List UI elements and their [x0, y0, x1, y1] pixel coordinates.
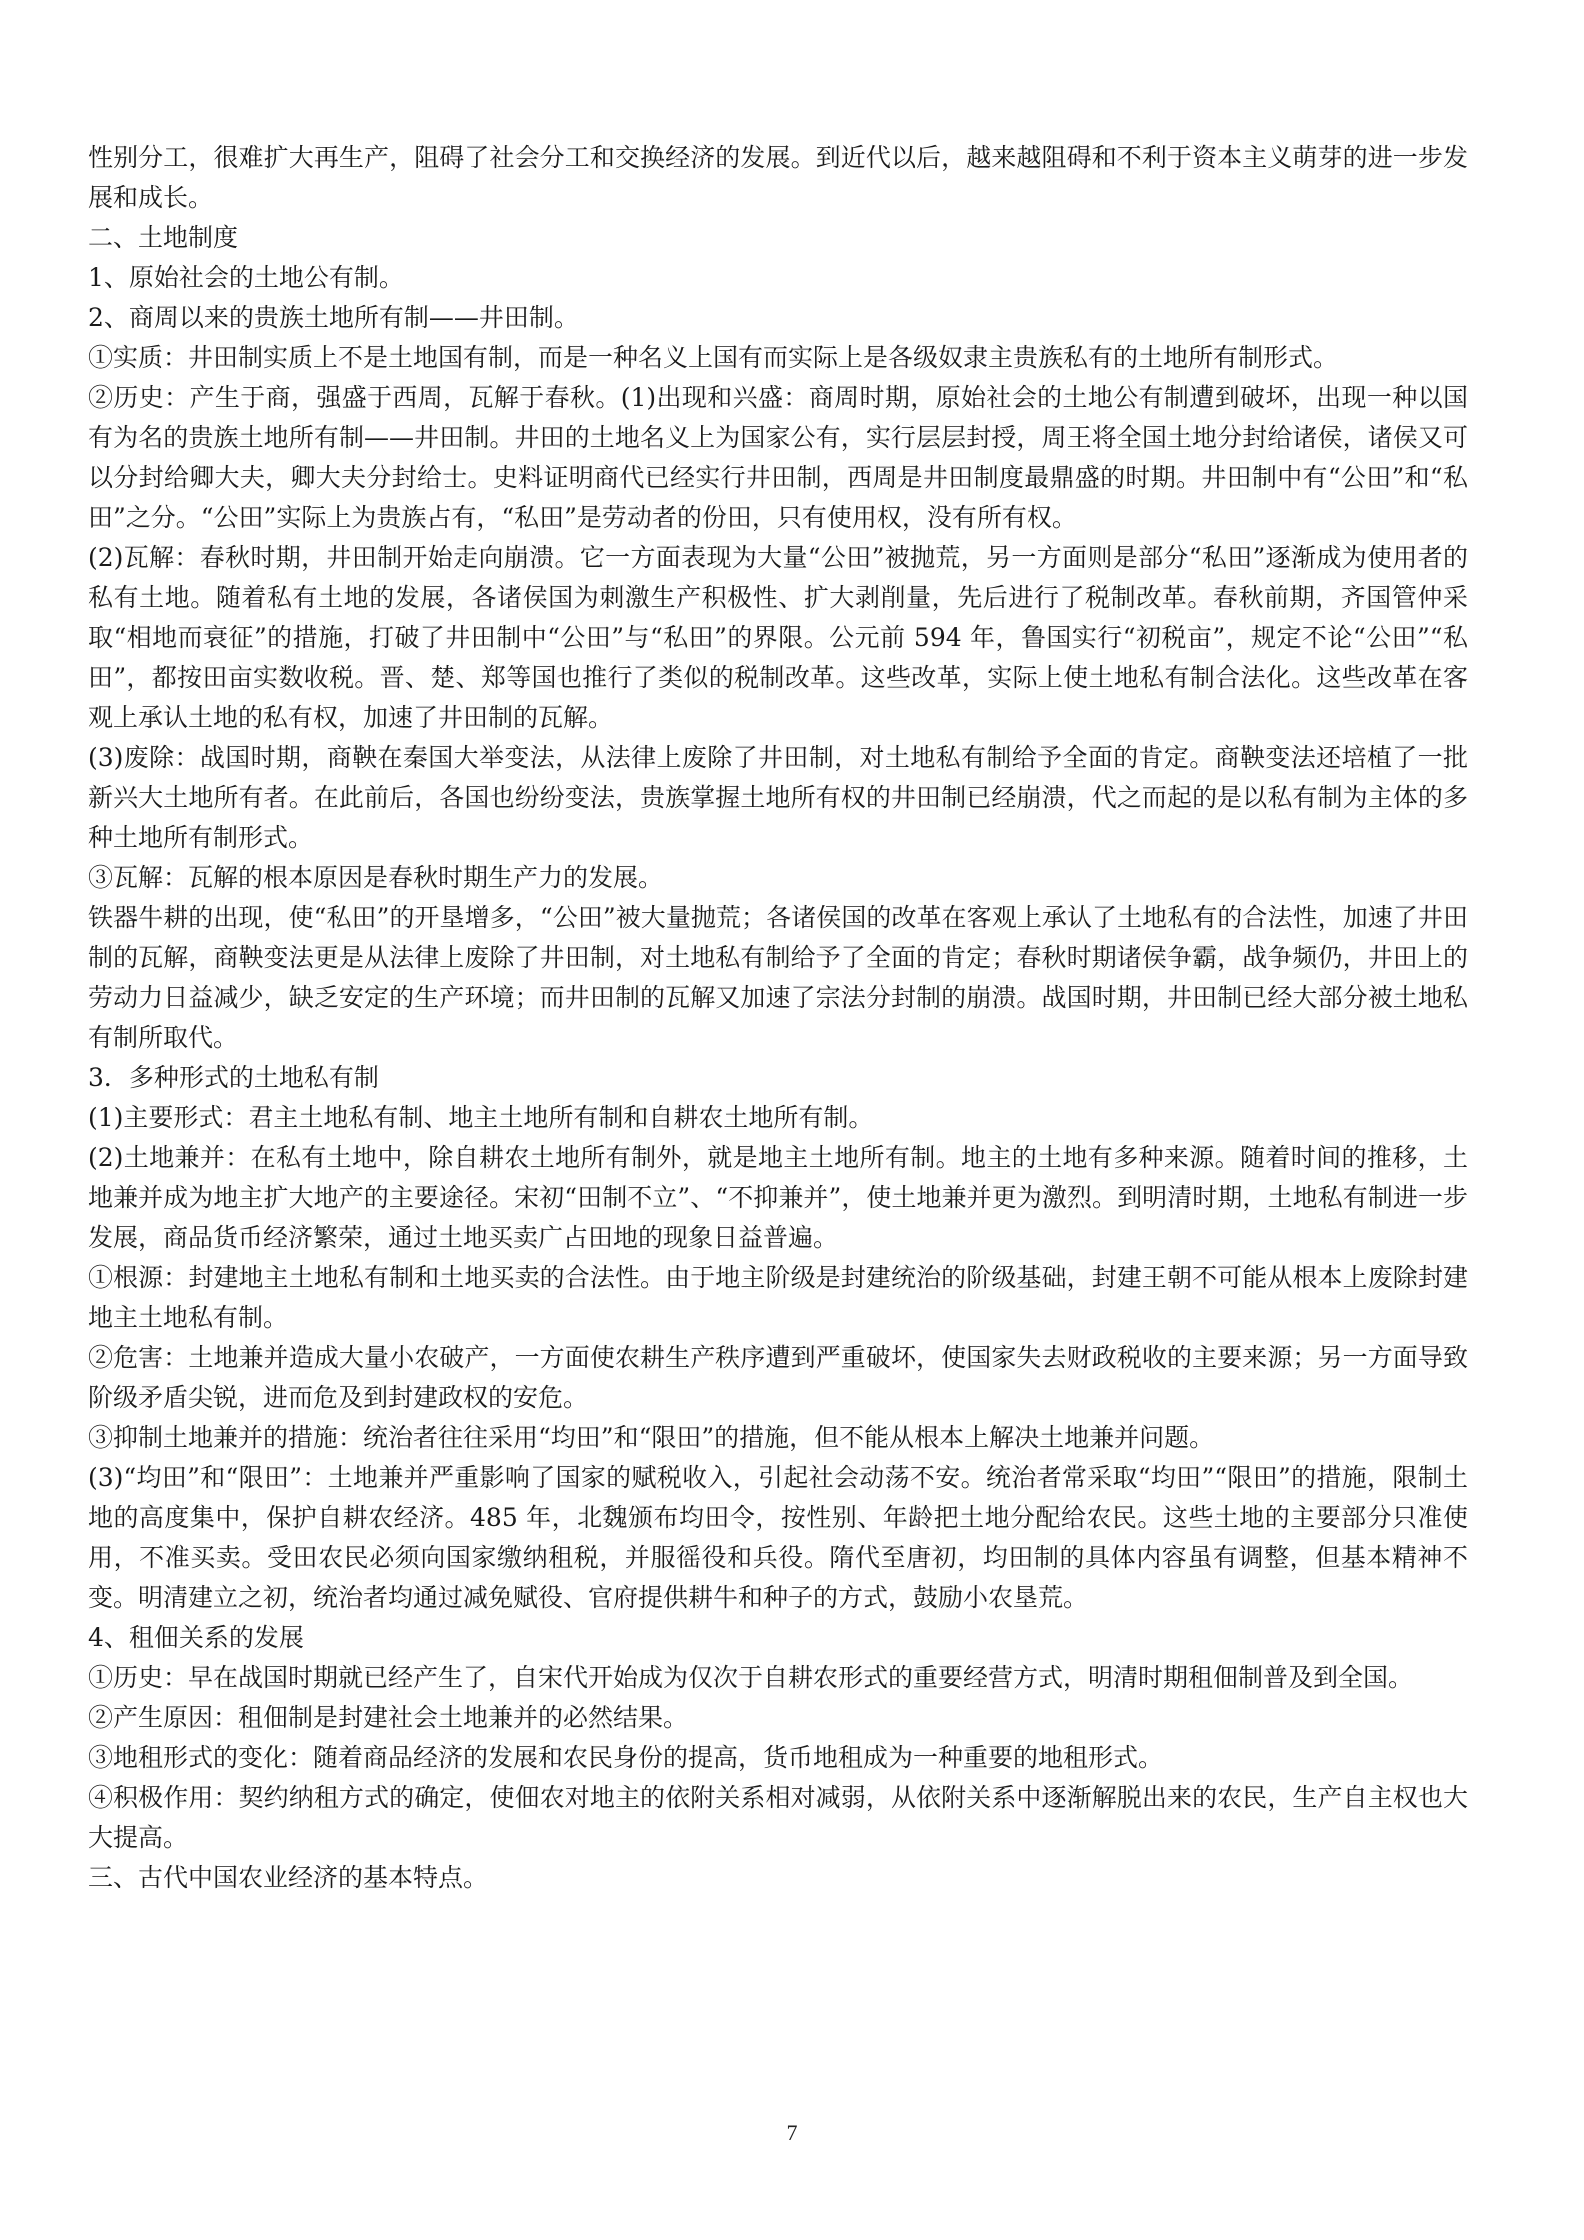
- paragraph: ①实质：井田制实质上不是土地国有制，而是一种名义上国有而实际上是各级奴隶主贵族私有的土地所有制形式。: [88, 343, 1339, 372]
- paragraph: ①历史：早在战国时期就已经产生了，自宋代开始成为仅次于自耕农形式的重要经营方式，明清时期租佃制普及到全国。: [88, 1663, 1414, 1692]
- paragraph: (1)主要形式：君主土地私有制、地主土地所有制和自耕农土地所有制。: [88, 1103, 874, 1132]
- paragraph: ②历史：产生于商，强盛于西周，瓦解于春秋。(1)出现和兴盛：商周时期，原始社会的土地公有制遭到破坏，出现一种以国有为名的贵族土地所有制——井田制。井田的土地名义上为国家公有，实行层层封授，周王将全国土地分封给诸侯，诸侯又可以分封给卿大夫，卿大夫分封给士。史料证明商代已经实行井田制，西周是井田制度最鼎盛的时期。井田制中有“公田”和“私田”之分。“公田”实际上为贵族占有，“私田”是劳动者的份田，只有使用权，没有所有权。: [88, 383, 1468, 532]
- paragraph: ②危害：土地兼并造成大量小农破产，一方面使农耕生产秩序遭到严重破坏，使国家失去财政税收的主要来源；另一方面导致阶级矛盾尖锐，进而危及到封建政权的安危。: [88, 1343, 1468, 1412]
- paragraph: 4、租佃关系的发展: [88, 1623, 304, 1652]
- paragraph: (3)“均田”和“限田”：土地兼并严重影响了国家的赋税收入，引起社会动荡不安。统治者常采取“均田”“限田”的措施，限制土地的高度集中，保护自耕农经济。485 年，北魏颁布均田令，按性别、年龄把土地分配给农民。这些土地的主要部分只准使用，不准买卖。受田农民必须向国家缴纳租税，并服徭役和兵役。隋代至唐初，均田制的具体内容虽有调整，但基本精神不变。明清建立之初，统治者均通过减免赋役、官府提供耕牛和种子的方式，鼓励小农垦荒。: [88, 1463, 1468, 1612]
- paragraph: (2)瓦解：春秋时期，井田制开始走向崩溃。它一方面表现为大量“公田”被抛荒，另一方面则是部分“私田”逐渐成为使用者的私有土地。随着私有土地的发展，各诸侯国为刺激生产积极性、扩大剥削量，先后进行了税制改革。春秋前期，齐国管仲采取“相地而衰征”的措施，打破了井田制中“公田”与“私田”的界限。公元前 594 年，鲁国实行“初税亩”，规定不论“公田”“私田”，都按田亩实数收税。晋、楚、郑等国也推行了类似的税制改革。这些改革，实际上使土地私有制合法化。这些改革在客观上承认土地的私有权，加速了井田制的瓦解。: [88, 543, 1468, 732]
- paragraph: 铁器牛耕的出现，使“私田”的开垦增多，“公田”被大量抛荒；各诸侯国的改革在客观上承认了土地私有的合法性，加速了井田制的瓦解，商鞅变法更是从法律上废除了井田制，对土地私有制给予了全面的肯定；春秋时期诸侯争霸，战争频仍，井田上的劳动力日益减少，缺乏安定的生产环境；而井田制的瓦解又加速了宗法分封制的崩溃。战国时期，井田制已经大部分被土地私有制所取代。: [88, 903, 1468, 1052]
- paragraph: ②产生原因：租佃制是封建社会土地兼并的必然结果。: [88, 1703, 689, 1732]
- paragraph: (3)废除：战国时期，商鞅在秦国大举变法，从法律上废除了井田制，对土地私有制给予全面的肯定。商鞅变法还培植了一批新兴大土地所有者。在此前后，各国也纷纷变法，贵族掌握土地所有权的井田制已经崩溃，代之而起的是以私有制为主体的多种土地所有制形式。: [88, 743, 1468, 852]
- paragraph: ①根源：封建地主土地私有制和土地买卖的合法性。由于地主阶级是封建统治的阶级基础，封建王朝不可能从根本上废除封建地主土地私有制。: [88, 1263, 1468, 1332]
- paragraph: ③抑制土地兼并的措施：统治者往往采用“均田”和“限田”的措施，但不能从根本上解决土地兼并问题。: [88, 1423, 1215, 1452]
- paragraph: 性别分工，很难扩大再生产，阻碍了社会分工和交换经济的发展。到近代以后，越来越阻碍和不利于资本主义萌芽的进一步发展和成长。: [88, 143, 1468, 212]
- paragraph: ③地租形式的变化：随着商品经济的发展和农民身份的提高，货币地租成为一种重要的地租形式。: [88, 1743, 1164, 1772]
- paragraph: 3．多种形式的土地私有制: [88, 1063, 379, 1092]
- document-body: [88, 138, 1468, 1898]
- section-heading: 二、土地制度: [88, 223, 239, 252]
- paragraph: ④积极作用：契约纳租方式的确定，使佃农对地主的依附关系相对减弱，从依附关系中逐渐解脱出来的农民，生产自主权也大大提高。: [88, 1783, 1468, 1852]
- paragraph: ③瓦解：瓦解的根本原因是春秋时期生产力的发展。: [88, 863, 664, 892]
- page-number: 7: [786, 2120, 798, 2145]
- paragraph: (2)土地兼并：在私有土地中，除自耕农土地所有制外，就是地主土地所有制。地主的土地有多种来源。随着时间的推移，土地兼并成为地主扩大地产的主要途径。宋初“田制不立”、“不抑兼并”，使土地兼并更为激烈。到明清时期，土地私有制进一步发展，商品货币经济繁荣，通过土地买卖广占田地的现象日益普遍。: [88, 1143, 1468, 1252]
- section-heading: 三、古代中国农业经济的基本特点。: [88, 1863, 489, 1892]
- paragraph: 2、商周以来的贵族土地所有制——井田制。: [88, 303, 579, 332]
- paragraph: 1、原始社会的土地公有制。: [88, 263, 404, 292]
